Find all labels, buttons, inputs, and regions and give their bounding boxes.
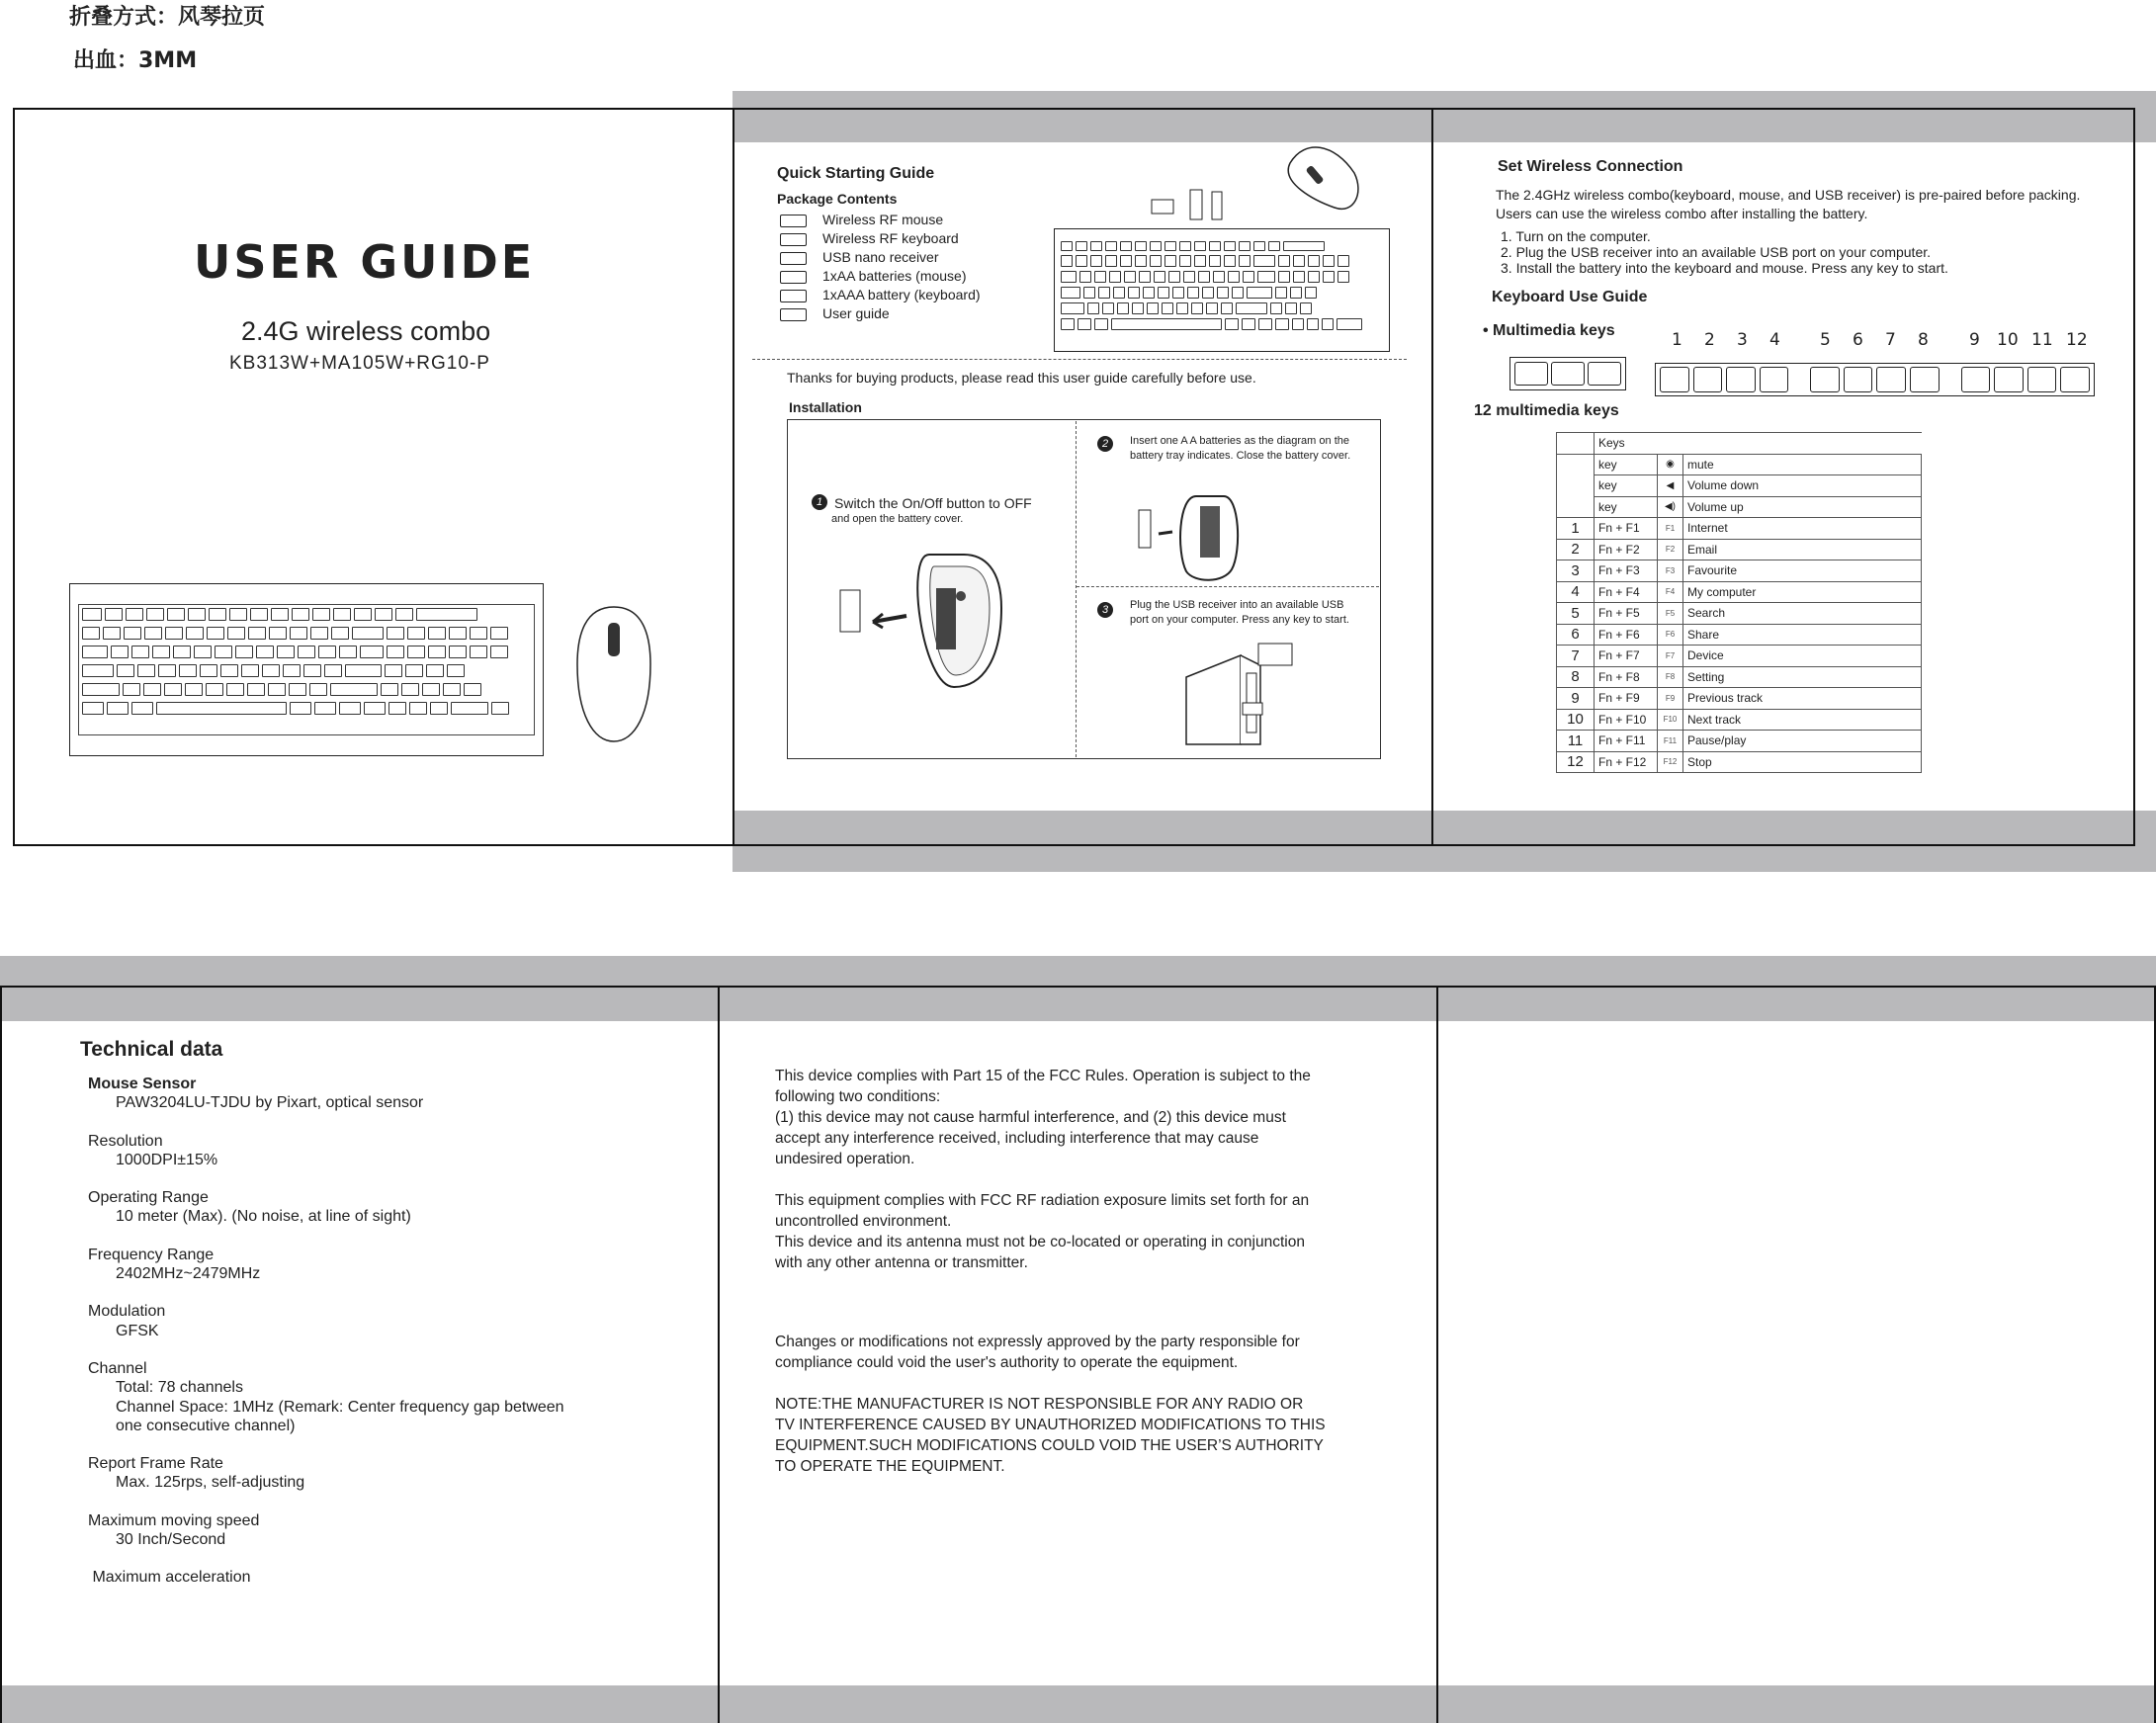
spec-label: Maximum moving speed xyxy=(88,1511,260,1529)
device-icon: F7 xyxy=(1658,646,1683,667)
table-row: 12 Fn + F12 F12 Stop xyxy=(1557,751,1922,773)
step-3-badge: 3 xyxy=(1097,602,1113,618)
quick-start-title: Quick Starting Guide xyxy=(777,165,935,182)
volume-keys-illustration xyxy=(1509,357,1626,390)
list-item: 2. Plug the USB receiver into an available USB port on your computer. xyxy=(1501,244,1932,260)
table-row: key ◀ Volume down xyxy=(1557,475,1922,497)
table-row: 6 Fn + F6 F6 Share xyxy=(1557,624,1922,646)
spec-label: Report Frame Rate xyxy=(88,1455,223,1473)
key-number: 6 xyxy=(1853,330,1863,350)
fcc-statement: This device complies with Part 15 of the FCC Rules. Operation is subject to the following two conditions: (1) this device may not cause harmful interference, and (2) this device must accept any interference received, including interference that may cause undesired operation. This equipment complies with FCC RF radiation exposure limits set forth for an uncontrolled environment. This device and its antenna must not be co-located or operating in conjunction with any other antenna or transmitter. Changes or modifications not expressly approved by the party responsible for compliance could void the user's authority to operate the equipment. NOTE:THE MANUFACTURER IS NOT RESPONSIBLE FOR ANY RADIO OR TV INTERFERENCE CAUSED BY UNAUTHORIZED MODIFICATIONS TO THIS EQUIPMENT.SUCH MODIFICATIONS COULD VOID THE USER’S AUTHORITY TO OPERATE THE EQUIPMENT. xyxy=(775,1068,1326,1475)
key-number: 10 xyxy=(1997,330,2019,350)
list-item: 1xAA batteries (mouse) xyxy=(822,268,967,284)
key-number: 5 xyxy=(1820,330,1831,350)
list-item: USB nano receiver xyxy=(822,249,939,265)
multimedia-keys-table xyxy=(1556,432,1922,773)
next-track-icon: F10 xyxy=(1658,709,1683,731)
spec-value: Total: 78 channels xyxy=(116,1379,243,1397)
step-3-text: Plug the USB receiver into an available USB port on your computer. Press any key to start. xyxy=(1130,599,1349,626)
key-number: 2 xyxy=(1704,330,1715,350)
dashed-divider xyxy=(752,359,1407,360)
spec-value: PAW3204LU-TJDU by Pixart, optical sensor xyxy=(116,1094,424,1112)
spec-value: Channel Space: 1MHz (Remark: Center frequency gap between xyxy=(116,1398,564,1416)
wireless-steps xyxy=(1501,228,1948,276)
mouse-small-illustration xyxy=(1285,143,1364,217)
volume-down-icon: ◀ xyxy=(1658,475,1683,497)
keyboard-guide-title: Keyboard Use Guide xyxy=(1492,289,1648,305)
step-1-subtext: and open the battery cover. xyxy=(831,513,964,525)
email-icon: F2 xyxy=(1658,539,1683,560)
gear-icon: F8 xyxy=(1658,666,1683,688)
bleed-note: 出血：3MM xyxy=(73,48,198,73)
spec-value: 2402MHz~2479MHz xyxy=(116,1265,261,1283)
keyboard-illustration xyxy=(69,583,544,756)
step-1-badge: 1 xyxy=(812,494,827,510)
stop-icon: F12 xyxy=(1658,751,1683,773)
spec-value: one consecutive channel) xyxy=(116,1417,296,1434)
table-row: 4 Fn + F4 F4 My computer xyxy=(1557,581,1922,603)
volume-up-icon: ◀) xyxy=(1658,496,1683,518)
mute-icon: ◉ xyxy=(1658,454,1683,475)
spec-label: Frequency Range xyxy=(88,1246,215,1263)
share-icon: F6 xyxy=(1658,624,1683,646)
mouse-battery-cover-illustration xyxy=(835,549,1003,692)
key-number: 9 xyxy=(1969,330,1980,350)
table-row: 7 Fn + F7 F7 Device xyxy=(1557,646,1922,667)
spec-label: Maximum acceleration xyxy=(88,1569,251,1587)
key-number: 1 xyxy=(1672,330,1682,350)
thanks-text: Thanks for buying products, please read this user guide carefully before use. xyxy=(787,370,1256,386)
folding-note: 折叠方式：风琴拉页 xyxy=(69,5,266,30)
spec-label: Mouse Sensor xyxy=(88,1076,197,1092)
technical-specs xyxy=(88,1075,681,1588)
key-number: 4 xyxy=(1769,330,1780,350)
table-row: key ◀) Volume up xyxy=(1557,496,1922,518)
cover-model: KB313W+MA105W+RG10-P xyxy=(229,353,490,374)
spec-label: Operating Range xyxy=(88,1189,209,1207)
spec-value: 30 Inch/Second xyxy=(116,1531,226,1549)
cover-product: 2.4G wireless combo xyxy=(241,316,491,346)
list-item: Wireless RF mouse xyxy=(822,212,944,227)
table-row: 3 Fn + F3 F3 Favourite xyxy=(1557,560,1922,582)
spec-value: 1000DPI±15% xyxy=(116,1151,218,1168)
table-row: 10 Fn + F10 F10 Next track xyxy=(1557,709,1922,731)
key-number-labels xyxy=(0,330,2156,354)
list-item: 3. Install the battery into the keyboard and mouse. Press any key to start. xyxy=(1501,260,1948,276)
battery-receiver-illustration xyxy=(1147,148,1226,222)
wireless-title: Set Wireless Connection xyxy=(1498,158,1683,175)
technical-title: Technical data xyxy=(80,1038,223,1061)
key-number: 11 xyxy=(2031,330,2053,350)
star-icon: F3 xyxy=(1658,560,1683,582)
spec-value: Max. 125rps, self-adjusting xyxy=(116,1474,305,1492)
table-row: 11 Fn + F11 F11 Pause/play xyxy=(1557,731,1922,752)
spec-label: Resolution xyxy=(88,1132,163,1150)
function-keys-illustration xyxy=(1655,363,2095,396)
table-row: 9 Fn + F9 F9 Previous track xyxy=(1557,688,1922,710)
package-contents-title: Package Contents xyxy=(777,191,898,207)
key-number: 12 xyxy=(2066,330,2088,350)
list-item: User guide xyxy=(822,305,890,321)
installation-title: Installation xyxy=(789,399,862,415)
multimedia-table-title: 12 multimedia keys xyxy=(1474,402,1619,419)
table-row: 8 Fn + F8 F8 Setting xyxy=(1557,666,1922,688)
key-number: 8 xyxy=(1918,330,1929,350)
spec-value: GFSK xyxy=(116,1322,159,1339)
computer-icon: F4 xyxy=(1658,581,1683,603)
mouse-illustration xyxy=(575,605,652,743)
table-row: 5 Fn + F5 F5 Search xyxy=(1557,603,1922,625)
usb-pc-illustration xyxy=(1181,638,1300,746)
step-2-text: Insert one A A batteries as the diagram on the battery tray indicates. Close the battery cover. xyxy=(1130,435,1351,462)
spec-value: 10 meter (Max). (No noise, at line of sight) xyxy=(116,1208,411,1226)
wireless-intro: The 2.4GHz wireless combo(keyboard, mouse, and USB receiver) is pre-paired before packing. Users can use the wireless combo after installing the battery. xyxy=(1496,187,2081,221)
cover-title: USER GUIDE xyxy=(194,235,536,289)
search-icon: F5 xyxy=(1658,603,1683,625)
list-item: 1xAAA battery (keyboard) xyxy=(822,287,981,302)
spec-label: Channel xyxy=(88,1359,147,1377)
table-row xyxy=(1557,433,1922,455)
table-row: key ◉ mute xyxy=(1557,454,1922,475)
play-pause-icon: F11 xyxy=(1658,731,1683,752)
package-list xyxy=(822,211,981,323)
table-header: Keys xyxy=(1595,433,1922,455)
step-2-badge: 2 xyxy=(1097,436,1113,452)
insert-battery-illustration xyxy=(1137,492,1250,583)
list-item: 1. Turn on the computer. xyxy=(1501,228,1651,244)
table-row: 1 Fn + F1 F1 Internet xyxy=(1557,518,1922,540)
multimedia-bullet: • Multimedia keys xyxy=(1483,322,1615,339)
table-row: 2 Fn + F2 F2 Email xyxy=(1557,539,1922,560)
step-1-text: Switch the On/Off button to OFF xyxy=(834,495,1032,511)
key-number: 7 xyxy=(1885,330,1896,350)
list-item: Wireless RF keyboard xyxy=(822,230,959,246)
key-number: 3 xyxy=(1737,330,1748,350)
previous-track-icon: F9 xyxy=(1658,688,1683,710)
internet-icon: F1 xyxy=(1658,518,1683,540)
spec-label: Modulation xyxy=(88,1303,166,1321)
